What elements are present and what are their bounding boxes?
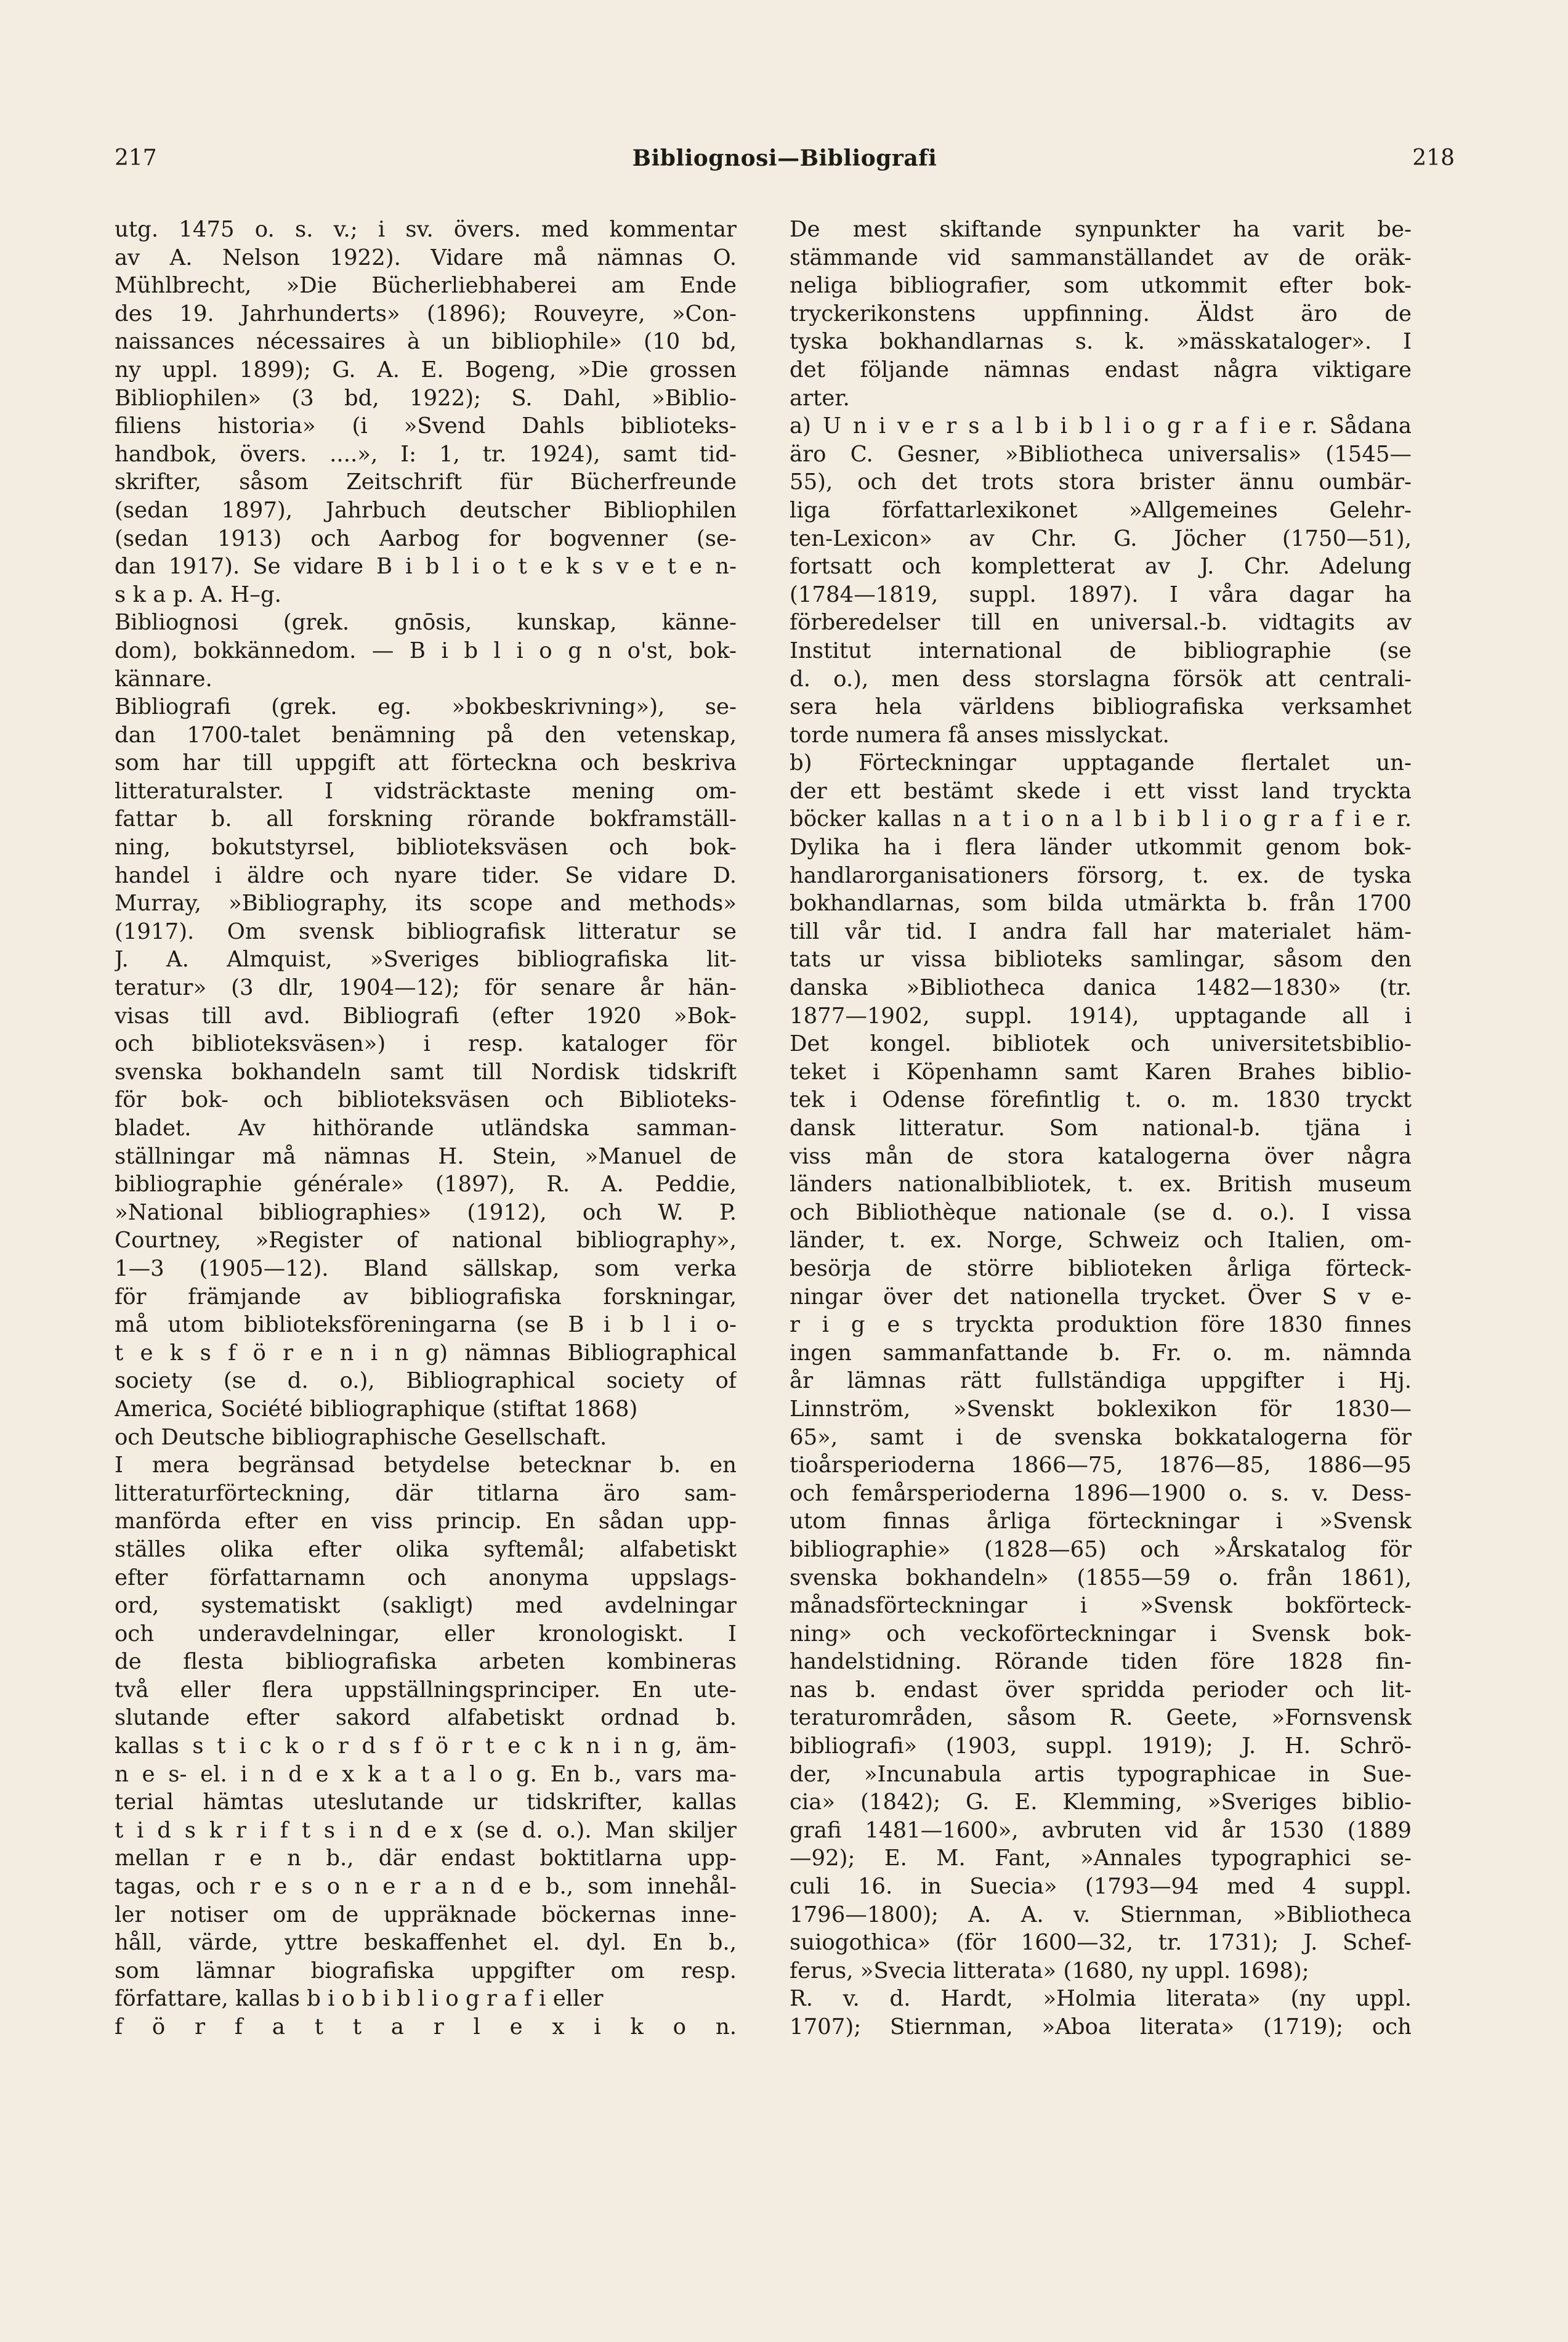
- text-line: utom finnas årliga förteckningar i »Svensk: [790, 1509, 1412, 1534]
- right-column: [790, 216, 1412, 2041]
- text-line: författare, kallas b i o b i b l i o g r a f i eller: [115, 1986, 604, 2012]
- text-line: ning, bokutstyrsel, biblioteksväsen och bok-: [115, 835, 737, 861]
- text-line: danska »Bibliotheca danica 1482—1830» (tr.: [790, 975, 1412, 1001]
- text-line: sera hela världens bibliografiska verksamhet: [790, 694, 1412, 720]
- text-line: och Deutsche bibliographische Gesellschaft.: [115, 1424, 607, 1450]
- text-line: visas till avd. Bibliografi (efter 1920 »Bok-: [115, 1003, 737, 1029]
- text-line: teraturområden, såsom R. Geete, »Fornsvensk: [790, 1705, 1412, 1731]
- text-line: society (se d. o.), Bibliographical society of: [115, 1368, 737, 1394]
- text-line: teratur» (3 dlr, 1904—12); för senare år hän-: [115, 975, 737, 1001]
- text-line: för bok- och biblioteksväsen och Biblioteks-: [115, 1087, 737, 1113]
- text-line: Bibliophilen» (3 bd, 1922); S. Dahl, »Biblio-: [115, 385, 737, 411]
- text-line: suiogothica» (för 1600—32, tr. 1731); J. Schef-: [790, 1930, 1412, 1956]
- text-line: Mühlbrecht, »Die Bücherliebhaberei am Ende: [115, 273, 737, 299]
- text-line: —92); E. M. Fant, »Annales typographici se-: [790, 1846, 1412, 1871]
- text-line: De mest skiftande synpunkter ha varit be-: [790, 217, 1412, 242]
- text-line: bibliographie générale» (1897), R. A. Peddie,: [115, 1172, 737, 1197]
- text-line: av A. Nelson 1922). Vidare må nämnas O.: [115, 245, 737, 270]
- text-line: liga författarlexikonet »Allgemeines Gelehr-: [790, 497, 1412, 523]
- text-line: och Bibliothèque nationale (se d. o.). I vissa: [790, 1199, 1412, 1225]
- text-line: de flesta bibliografiska arbeten kombineras: [115, 1649, 737, 1675]
- text-line: tek i Odense förefintlig t. o. m. 1830 tryckt: [790, 1087, 1412, 1113]
- text-line: handlarorganisationers försorg, t. ex. de tyska: [790, 862, 1412, 888]
- text-line: besörja de större biblioteken årliga förteck-: [790, 1255, 1412, 1281]
- text-line: der ett bestämt skede i ett visst land tryckta: [790, 778, 1412, 804]
- text-line: bokhandlarnas, som bilda utmärkta b. från 1700: [790, 891, 1412, 917]
- text-line: 55), och det trots stora brister ännu oumbär-: [790, 469, 1412, 495]
- text-line: ställningar må nämnas H. Stein, »Manuel de: [115, 1143, 737, 1169]
- text-line: viss mån de stora katalogerna över några: [790, 1143, 1412, 1169]
- text-line: terial hämtas uteslutande ur tidskrifter, kallas: [115, 1789, 737, 1815]
- text-line: länders nationalbibliotek, t. ex. British museum: [790, 1172, 1412, 1197]
- text-line: Bibliografi (grek. eg. »bokbeskrivning»), se-: [115, 694, 737, 720]
- page-number-right: 218: [1412, 145, 1455, 171]
- text-line: dom), bokkännedom. — B i b l i o g n o'st, bok-: [115, 638, 737, 663]
- text-line: culi 16. in Suecia» (1793—94 med 4 suppl.: [790, 1874, 1412, 1900]
- text-line: Linnström, »Svenskt boklexikon för 1830—: [790, 1396, 1412, 1422]
- text-line: handel i äldre och nyare tider. Se vidare D.: [115, 862, 737, 888]
- text-line: svenska bokhandeln» (1855—59 o. från 1861),: [790, 1565, 1412, 1590]
- text-line: må utom biblioteksföreningarna (se B i b l i o-: [115, 1312, 737, 1338]
- text-line: länder, t. ex. Norge, Schweiz och Italien, om-: [790, 1228, 1412, 1254]
- text-line: tioårsperioderna 1866—75, 1876—85, 1886—95: [790, 1453, 1412, 1478]
- text-line: a) U n i v e r s a l b i b l i o g r a f i e r. Sådana: [790, 413, 1412, 439]
- text-line: (1784—1819, suppl. 1897). I våra dagar ha: [790, 581, 1412, 607]
- text-line: äro C. Gesner, »Bibliotheca universalis» (1545—: [790, 441, 1412, 467]
- text-line: förberedelser till en universal.-b. vidtagits av: [790, 610, 1412, 636]
- text-line: Courtney, »Register of national bibliography»,: [115, 1228, 737, 1254]
- text-line: det följande nämnas endast några viktigare: [790, 357, 1412, 383]
- text-line: t e k s f ö r e n i n g) nämnas Bibliographical: [115, 1340, 737, 1366]
- text-line: ord, systematiskt (sakligt) med avdelningar: [115, 1593, 737, 1619]
- text-line: naissances nécessaires à un bibliophile» (10 bd,: [115, 329, 737, 355]
- text-line: litteraturalster. I vidsträcktaste mening om-: [115, 778, 737, 804]
- text-line: n e s- el. i n d e x k a t a l o g. En b., vars ma-: [115, 1761, 737, 1787]
- text-line: och biblioteksväsen») i resp. kataloger för: [115, 1031, 737, 1057]
- text-line: kännare.: [115, 666, 212, 692]
- text-line: ning» och veckoförteckningar i Svensk bok-: [790, 1621, 1412, 1647]
- text-line: skrifter, såsom Zeitschrift für Bücherfreunde: [115, 469, 737, 495]
- text-line: 1877—1902, suppl. 1914), upptagande all i: [790, 1003, 1412, 1029]
- text-line: bibliografi» (1903, suppl. 1919); J. H. Schrö-: [790, 1733, 1412, 1759]
- text-line: f ö r f a t t a r l e x i k o n.: [115, 2014, 737, 2040]
- text-line: fortsatt och kompletterat av J. Chr. Adelung: [790, 554, 1412, 580]
- text-line: stämmande vid sammanställandet av de oräk-: [790, 245, 1412, 270]
- text-line: Dylika ha i flera länder utkommit genom bok-: [790, 835, 1412, 861]
- page-number-left: 217: [115, 145, 157, 171]
- text-line: I mera begränsad betydelse betecknar b. en: [115, 1453, 737, 1478]
- text-line: grafi 1481—1600», avbruten vid år 1530 (1889: [790, 1817, 1412, 1843]
- text-line: (sedan 1897), Jahrbuch deutscher Bibliophilen: [115, 497, 737, 523]
- text-line: cia» (1842); G. E. Klemming, »Sveriges biblio-: [790, 1789, 1412, 1815]
- text-line: teket i Köpenhamn samt Karen Brahes biblio-: [790, 1059, 1412, 1085]
- text-line: r i g e s tryckta produktion före 1830 finnes: [790, 1312, 1412, 1338]
- text-line: tryckerikonstens uppfinning. Äldst äro de: [790, 301, 1412, 326]
- text-line: fattar b. all forskning rörande bokframställ-: [115, 806, 737, 832]
- text-line: och underavdelningar, eller kronologiskt. I: [115, 1621, 737, 1647]
- text-line: Murray, »Bibliography, its scope and methods»: [115, 891, 737, 917]
- text-line: för främjande av bibliografiska forskningar,: [115, 1284, 737, 1310]
- text-line: filiens historia» (i »Svend Dahls biblioteks-: [115, 413, 737, 439]
- text-line: ningar över det nationella trycket. Över S v e-: [790, 1284, 1412, 1310]
- text-line: svenska bokhandeln samt till Nordisk tidskrift: [115, 1059, 737, 1085]
- text-line: s k a p. A. H–g.: [115, 581, 281, 607]
- text-line: 1—3 (1905—12). Bland sällskap, som verka: [115, 1255, 737, 1281]
- text-line: Institut international de bibliographie (se: [790, 638, 1412, 663]
- text-line: des 19. Jahrhunderts» (1896); Rouveyre, »Con-: [115, 301, 737, 326]
- text-line: handelstidning. Rörande tiden före 1828 fin-: [790, 1649, 1412, 1675]
- text-line: år lämnas rätt fullständiga uppgifter i Hj.: [790, 1368, 1412, 1394]
- text-line: Det kongel. bibliotek och universitetsbiblio-: [790, 1031, 1412, 1057]
- text-line: neliga bibliografier, som utkommit efter bok-: [790, 273, 1412, 299]
- text-line: b) Förteckningar upptagande flertalet un-: [790, 750, 1412, 776]
- text-line: J. A. Almquist, »Sveriges bibliografiska lit-: [115, 947, 737, 973]
- text-line: ten-Lexicon» av Chr. G. Jöcher (1750—51),: [790, 525, 1412, 551]
- text-line: (1917). Om svensk bibliografisk litteratur se: [115, 918, 737, 944]
- text-line: tagas, och r e s o n e r a n d e b., som innehål-: [115, 1874, 737, 1900]
- text-line: böcker kallas n a t i o n a l b i b l i o g r a f i e r.: [790, 806, 1412, 832]
- text-line: nas b. endast över spridda perioder och lit-: [790, 1677, 1412, 1703]
- text-line: två eller flera uppställningsprinciper. En ute-: [115, 1677, 737, 1703]
- text-line: och femårsperioderna 1896—1900 o. s. v. Dess-: [790, 1480, 1412, 1506]
- text-line: handbok, övers. ....», I: 1, tr. 1924), samt tid-: [115, 441, 737, 467]
- text-line: »National bibliographies» (1912), och W. P.: [115, 1199, 737, 1225]
- text-line: månadsförteckningar i »Svensk bokförteck-: [790, 1593, 1412, 1619]
- text-line: håll, värde, yttre beskaffenhet el. dyl. En b.,: [115, 1930, 737, 1956]
- text-line: torde numera få anses misslyckat.: [790, 722, 1170, 748]
- text-line: d. o.), men dess storslagna försök att centrali-: [790, 666, 1412, 692]
- text-line: 1707); Stiernman, »Aboa literata» (1719); och: [790, 2014, 1412, 2040]
- text-line: tyska bokhandlarnas s. k. »mässkataloger». I: [790, 329, 1412, 355]
- text-line: America, Société bibliographique (stiftat 1868): [115, 1396, 638, 1422]
- text-line: Bibliognosi (grek. gnōsis, kunskap, känne-: [115, 610, 737, 636]
- text-line: R. v. d. Hardt, »Holmia literata» (ny uppl.: [790, 1986, 1412, 2012]
- text-line: ställes olika efter olika syftemål; alfabetiskt: [115, 1536, 737, 1562]
- text-line: t i d s k r i f t s i n d e x (se d. o.). Man skiljer: [115, 1817, 737, 1843]
- text-line: som lämnar biografiska uppgifter om resp.: [115, 1958, 737, 1983]
- left-column: [115, 216, 737, 2041]
- text-line: utg. 1475 o. s. v.; i sv. övers. med kommentar: [115, 217, 737, 242]
- text-line: kallas s t i c k o r d s f ö r t e c k n i n g, äm-: [115, 1733, 737, 1759]
- text-line: tats ur vissa biblioteks samlingar, såsom den: [790, 947, 1412, 973]
- text-line: der, »Incunabula artis typographicae in Sue-: [790, 1761, 1412, 1787]
- running-title: Bibliognosi—Bibliografi: [632, 145, 937, 171]
- text-line: som har till uppgift att förteckna och beskriva: [115, 750, 737, 776]
- text-line: till vår tid. I andra fall har materialet häm-: [790, 918, 1412, 944]
- text-line: bladet. Av hithörande utländska samman-: [115, 1116, 737, 1141]
- text-line: ny uppl. 1899); G. A. E. Bogeng, »Die grossen: [115, 357, 737, 383]
- text-line: arter.: [790, 385, 850, 411]
- text-line: 65», samt i de svenska bokkatalogerna för: [790, 1424, 1412, 1450]
- text-line: slutande efter sakord alfabetiskt ordnad b.: [115, 1705, 737, 1731]
- text-line: efter författarnamn och anonyma uppslags-: [115, 1565, 737, 1590]
- text-line: ler notiser om de uppräknade böckernas inne-: [115, 1902, 737, 1927]
- text-line: manförda efter en viss princip. En sådan upp-: [115, 1509, 737, 1534]
- text-line: mellan r e n b., där endast boktitlarna upp-: [115, 1846, 737, 1871]
- page-header: [115, 145, 1455, 188]
- text-line: (sedan 1913) och Aarbog for bogvenner (se-: [115, 525, 737, 551]
- text-line: ingen sammanfattande b. Fr. o. m. nämnda: [790, 1340, 1412, 1366]
- text-line: ferus, »Svecia litterata» (1680, ny uppl. 1698);: [790, 1958, 1309, 1983]
- text-line: dan 1917). Se vidare B i b l i o t e k s v e t e n-: [115, 554, 737, 580]
- text-line: dansk litteratur. Som national-b. tjäna i: [790, 1116, 1412, 1141]
- text-line: bibliographie» (1828—65) och »Årskatalog för: [790, 1536, 1412, 1562]
- text-line: dan 1700-talet benämning på den vetenskap,: [115, 722, 737, 748]
- text-line: 1796—1800); A. A. v. Stiernman, »Bibliotheca: [790, 1902, 1412, 1927]
- text-line: litteraturförteckning, där titlarna äro sam-: [115, 1480, 737, 1506]
